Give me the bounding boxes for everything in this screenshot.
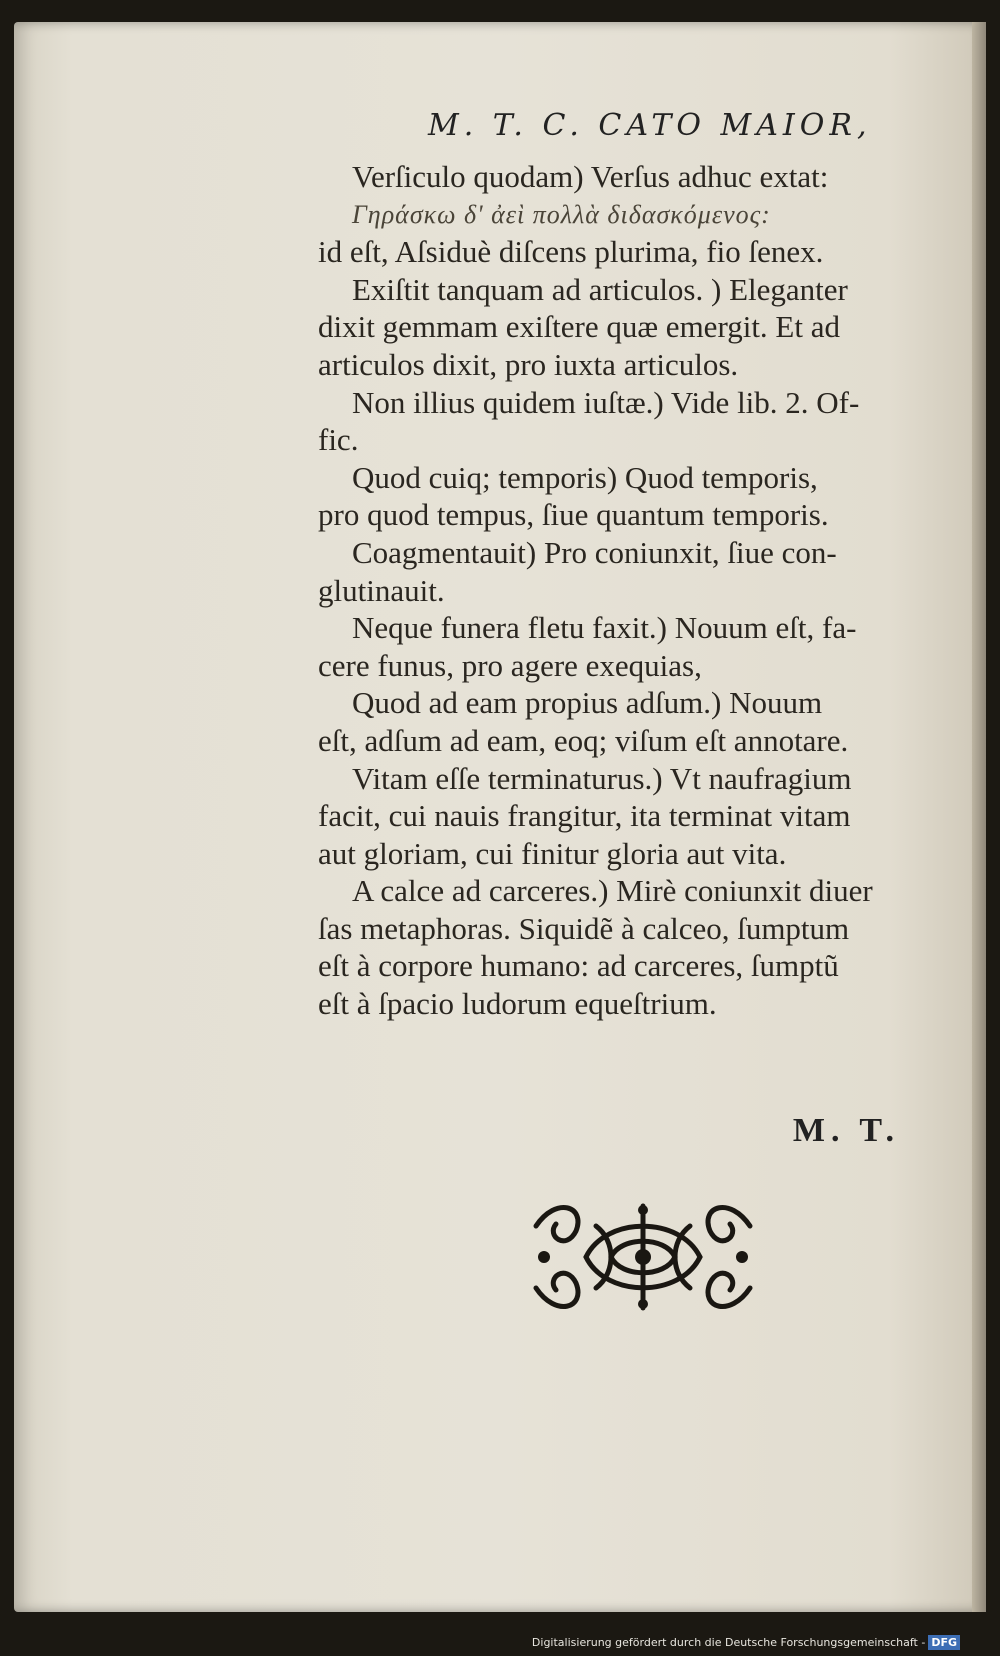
text-line: Coagmentauit) Pro coniunxit, ſiue con- [352,534,837,570]
signature-mark: M. T. [792,1112,900,1149]
text-line: ſas metaphoras. Siquidẽ à calceo, ſumptum [318,910,850,946]
text-line: Quod cuiq; temporis) Quod temporis, [352,459,818,495]
text-line: dixit gemmam exiſtere quæ emergit. Et ad [318,309,840,345]
printers-ornament-icon [526,1196,760,1318]
text-line: Vitam eſſe terminaturus.) Vt naufragium [352,760,852,796]
credit-text: Digitalisierung gefördert durch die Deutsche Forschungsgemeinschaft - [531,1636,926,1649]
running-title: M. T. C. CATO MAIOR, [428,108,872,143]
text-line: eſt à corpore humano: ad carceres, ſumptũ [318,948,839,984]
text-line: eſt à ſpacio ludorum equeſtrium. [318,986,717,1022]
greek-verse-line: Γηράσκω δ' ἀεὶ πολλὰ διδασκόμενος: [352,199,771,229]
text-line: eſt, adſum ad eam, eoq; viſum eſt annotare. [318,722,849,758]
text-line: articulos dixit, pro iuxta articulos. [318,346,739,382]
text-line: fic. [318,422,359,458]
text-line: facit, cui nauis frangitur, ita terminat vitam [318,798,851,834]
text-line: Non illius quidem iuſtæ.) Vide lib. 2. Of- [352,384,860,420]
text-line: aut gloriam, cui finitur gloria aut vita. [318,835,787,871]
text-line: Neque funera fletu faxit.) Nouum eſt, fa- [352,610,857,646]
text-line: cere funus, pro agere exequias, [318,647,702,683]
text-line: Verſiculo quodam) Verſus adhuc extat: [352,159,829,194]
text-line: A calce ad carceres.) Mirè coniunxit diuer [352,873,873,909]
commentary-text [318,158,958,1023]
text-line: Quod ad eam propius adſum.) Nouum [352,685,823,721]
text-line: id eſt, Aſsiduè diſcens plurima, fio ſenex. [318,234,824,270]
dfg-logo: DFG [928,1635,960,1650]
text-line: Exiſtit tanquam ad articulos. ) Eleganter [352,271,848,307]
digitization-credit [532,1635,960,1650]
text-line: glutinauit. [318,572,445,608]
page-edge [972,22,986,1612]
text-line: pro quod tempus, ſiue quantum temporis. [318,497,829,533]
